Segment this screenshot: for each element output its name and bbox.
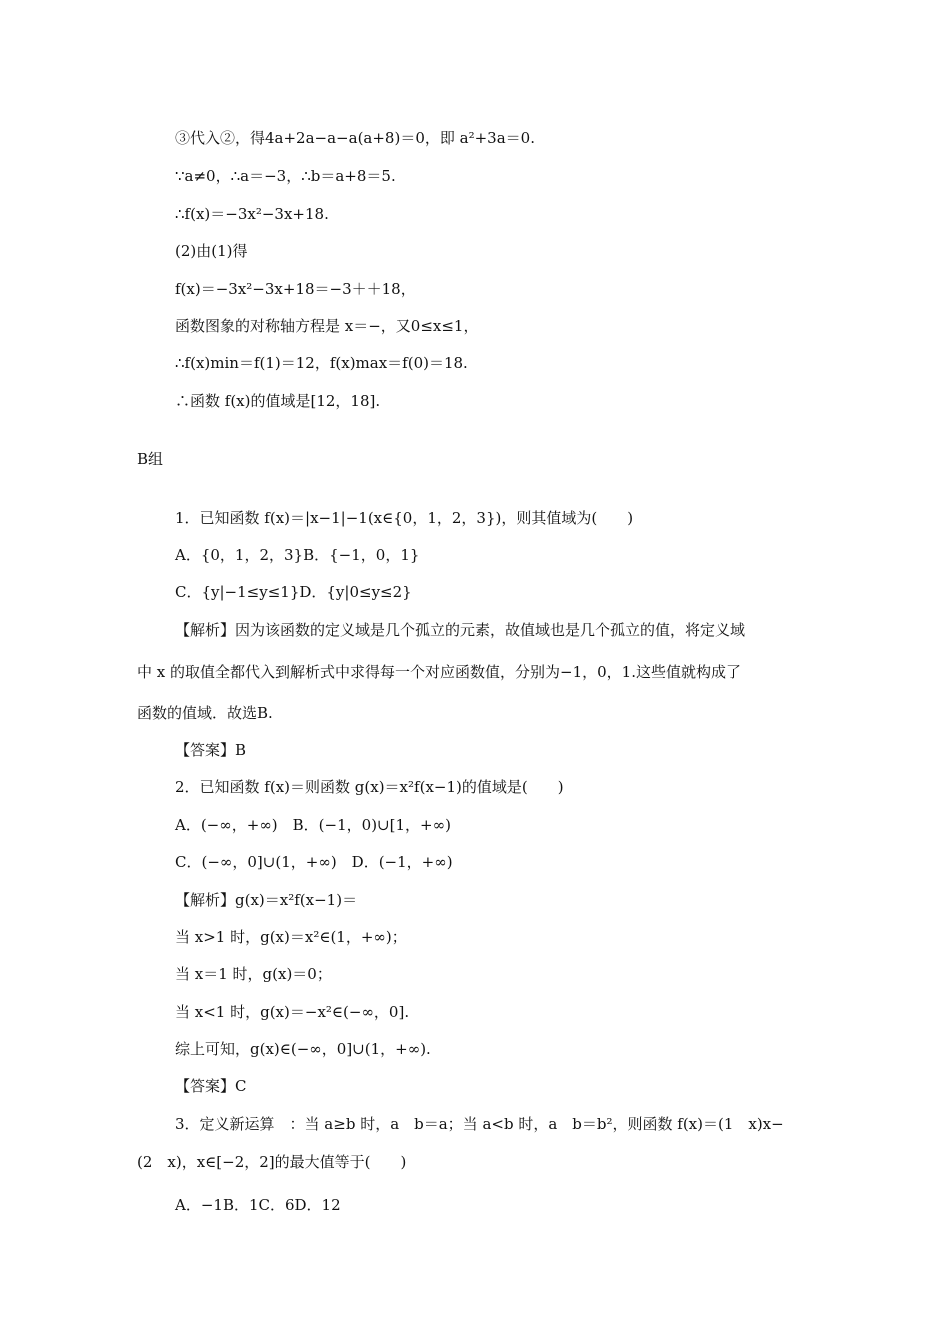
answer-line: 【答案】B <box>175 741 247 759</box>
question-1: 1．已知函数 f(x)＝|x−1|−1(x∈{0，1，2，3})，则其值域为( ) <box>175 509 634 527</box>
text-line: 函数图象的对称轴方程是 x＝−，又0≤x≤1， <box>175 317 479 335</box>
analysis-line: 当 x>1 时，g(x)＝x²∈(1，+∞)； <box>175 928 407 946</box>
analysis-line: 【解析】g(x)＝x²f(x−1)＝ <box>175 891 358 909</box>
analysis-line: 【解析】因为该函数的定义域是几个孤立的元素，故值域也是几个孤立的值，将定义域 <box>175 621 746 639</box>
analysis-line: 当 x＝1 时，g(x)＝0； <box>175 965 332 983</box>
options-line: C．{y|−1≤y≤1}D．{y|0≤y≤2} <box>175 583 412 601</box>
text-line: (2)由(1)得 <box>175 242 248 260</box>
question-3: 3．定义新运算 ：当 a≥b 时，a b＝a；当 a<b 时，a b＝b²，则函数 f(x)＝(1 x)x− <box>175 1115 784 1133</box>
options-line: A．−1B．1C．6D．12 <box>175 1196 341 1214</box>
text-line: ∵a≠0，∴a＝−3，∴b＝a+8＝5. <box>175 167 396 185</box>
analysis-line: 当 x<1 时，g(x)＝−x²∈(−∞，0]. <box>175 1003 410 1021</box>
question-2: 2．已知函数 f(x)＝则函数 g(x)＝x²f(x−1)的值域是( ) <box>175 778 564 796</box>
options-line: A．{0，1，2，3}B．{−1，0，1} <box>175 546 420 564</box>
text-line: ∴f(x)min＝f(1)＝12，f(x)max＝f(0)＝18. <box>175 354 468 372</box>
question-3-continued: (2 x)，x∈[−2，2]的最大值等于( ) <box>137 1153 407 1171</box>
text-line: ∴函数 f(x)的值域是[12，18]. <box>175 392 381 410</box>
analysis-line: 函数的值域．故选B. <box>137 704 273 722</box>
analysis-line: 综上可知，g(x)∈(−∞，0]∪(1，+∞). <box>175 1040 431 1058</box>
text-line: ∴f(x)＝−3x²−3x+18. <box>175 205 329 223</box>
analysis-line: 中 x 的取值全都代入到解析式中求得每一个对应函数值，分别为−1，0，1.这些值就构成了 <box>137 663 741 681</box>
options-line: C．(−∞，0]∪(1，+∞) D．(−1，+∞) <box>175 853 453 871</box>
section-heading: B组 <box>137 450 164 468</box>
answer-line: 【答案】C <box>175 1077 247 1095</box>
text-line: ③代入②，得4a+2a−a−a(a+8)＝0，即 a²+3a＝0. <box>175 129 535 147</box>
options-line: A．(−∞，+∞) B．(−1，0)∪[1，+∞) <box>175 816 451 834</box>
text-line: f(x)＝−3x²−3x+18＝−3＋＋18， <box>175 280 416 298</box>
